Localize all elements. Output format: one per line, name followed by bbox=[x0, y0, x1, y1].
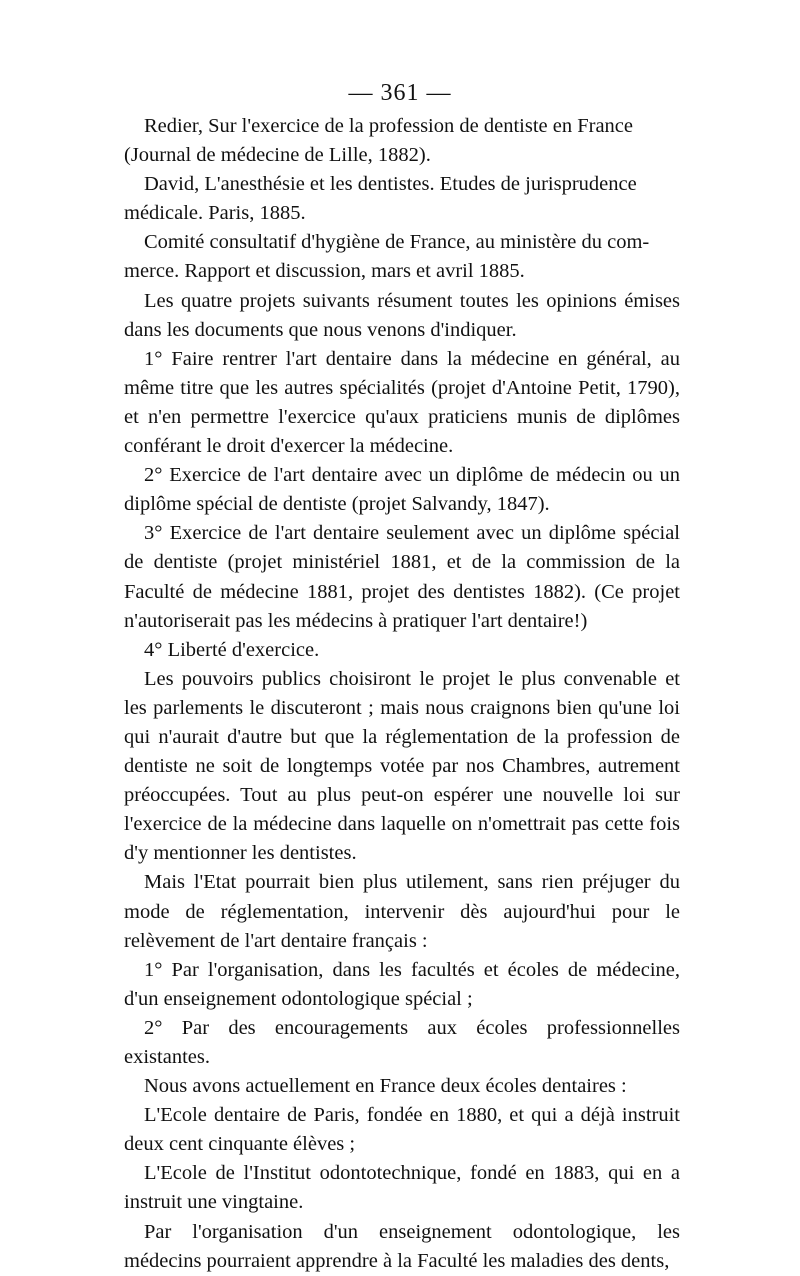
paragraph: 1° Par l'organisation, dans les facultés et écoles de médecine, d'un enseignement odontologique spécial ; bbox=[124, 958, 680, 1010]
paragraph: 3° Exercice de l'art dentaire seulement avec un diplôme spécial de dentiste (projet ministériel 1881, et de la commission de la Faculté de médecine 1881, projet des dentistes 1882). (Ce projet n'autoriserait pas les médecins à pratiquer l'art dentaire!) bbox=[124, 522, 680, 632]
paragraph: 2° Exercice de l'art dentaire avec un diplôme de médecin ou un diplôme spécial de dentiste (projet Salvandy, 1847). bbox=[124, 464, 680, 516]
paragraph: Nous avons actuellement en France deux écoles dentaires : bbox=[144, 1075, 627, 1098]
reference-line: Comité consultatif d'hygiène de France, au ministère du com- bbox=[144, 231, 650, 254]
reference-redier bbox=[124, 112, 680, 170]
page-number: — 361 — bbox=[348, 80, 452, 106]
paragraph: Les pouvoirs publics choisiront le projet le plus convenable et les parlements le discuteront ; mais nous craignons bien qu'une loi qui n'aurait d'autre but que la réglementation de la profession de dentiste ne soit de longtemps votée par nos Chambres, autrement préoccupées. Tout au plus peut-on espérer une nouvelle loi sur l'exercice de la médecine dans laquelle on n'omettrait pas cette fois d'y mentionner les dentistes. bbox=[124, 667, 680, 865]
reference-comite bbox=[124, 228, 680, 286]
paragraph: L'Ecole de l'Institut odontotechnique, fondé en 1883, qui en a instruit une vingtaine. bbox=[124, 1162, 680, 1214]
reference-david bbox=[124, 170, 680, 228]
paragraph: 1° Faire rentrer l'art dentaire dans la médecine en général, au même titre que les autres spécialités (projet d'Antoine Petit, 1790), et n'en permettre l'exercice qu'aux praticiens munis de diplômes conférant le droit d'exercer la médecine. bbox=[124, 347, 680, 458]
paragraph: L'Ecole dentaire de Paris, fondée en 1880, et qui a déjà instruit deux cent cinquante élèves ; bbox=[124, 1104, 680, 1156]
reference-line: médicale. Paris, 1885. bbox=[124, 202, 306, 225]
reference-line: Redier, Sur l'exercice de la profession de dentiste en France bbox=[144, 115, 633, 137]
paragraph: 2° Par des encouragements aux écoles professionnelles existantes. bbox=[124, 1016, 680, 1068]
paragraph: Les quatre projets suivants résument toutes les opinions émises dans les documents que nous venons d'indiquer. bbox=[124, 289, 680, 341]
reference-line: (Journal de médecine de Lille, 1882). bbox=[124, 144, 431, 167]
paragraph: Par l'organisation d'un enseignement odontologique, les médecins pourraient apprendre à la Faculté les maladies des dents, bbox=[124, 1220, 680, 1272]
reference-line: merce. Rapport et discussion, mars et avril 1885. bbox=[124, 260, 525, 283]
paragraph: 4° Liberté d'exercice. bbox=[144, 638, 320, 661]
page-body bbox=[124, 112, 680, 1276]
paragraph: Mais l'Etat pourrait bien plus utilement, sans rien préjuger du mode de réglementation, intervenir dès aujourd'hui pour le relèvement de l'art dentaire français : bbox=[124, 871, 680, 952]
reference-line: David, L'anesthésie et les dentistes. Etudes de jurisprudence bbox=[144, 173, 637, 196]
